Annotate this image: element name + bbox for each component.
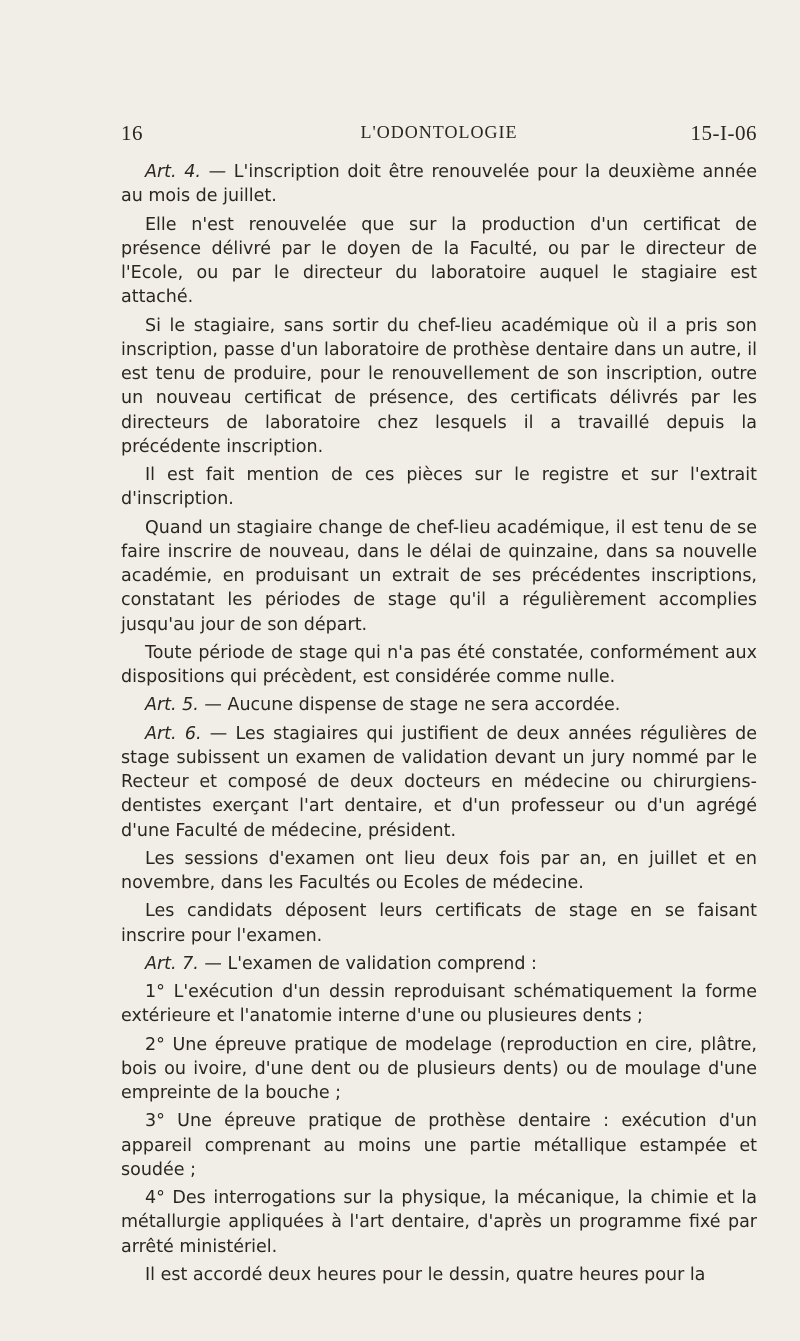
paragraph-text: Toute période de stage qui n'a pas été constatée, conformément aux dispositions qui précèdent, est considérée comme nulle. — [121, 642, 757, 687]
paragraph — [121, 899, 757, 948]
paragraph-text: 1° L'exécution d'un dessin reproduisant schématiquement la forme extérieure et l'anatomie interne d'une ou plusieures dents ; — [121, 982, 757, 1027]
paragraph — [121, 463, 757, 512]
paragraph — [121, 516, 757, 637]
paragraph-text: Si le stagiaire, sans sortir du chef-lieu académique où il a pris son inscription, passe d'un laboratoire de prothèse dentaire dans un autre, il est tenu de produire, pour le renouvellement de son inscription, outre un nouveau certificat de présence, des certificats délivrés par les directeurs de laboratoire chez lesquels il a travaillé depuis la précédente inscription. — [121, 315, 757, 457]
article-number: Art. 4. — [145, 162, 201, 182]
paragraph — [121, 160, 757, 209]
journal-title: L'ODONTOLOGIE — [360, 122, 518, 142]
paragraph-text: — Aucune dispense de stage ne sera accordée. — [198, 695, 621, 716]
paragraph — [121, 847, 757, 896]
article-number: Art. 6. — [145, 723, 202, 744]
paragraph — [121, 1033, 757, 1106]
paragraph — [121, 314, 757, 460]
paragraph — [121, 952, 757, 976]
issue-date: 15-I-06 — [690, 121, 757, 145]
paragraph — [121, 1263, 757, 1287]
paragraph-text: Les sessions d'examen ont lieu deux fois par an, en juillet et en novembre, dans les Facultés ou Ecoles de médecine. — [121, 848, 757, 893]
running-header — [121, 121, 757, 149]
paragraph-text: Elle n'est renouvelée que sur la production d'un certificat de présence délivré par le doyen de la Faculté, ou par le directeur de l'Ecole, ou par le directeur du laboratoire auquel le stagiaire est attaché. — [121, 214, 757, 308]
paragraph-text: Il est accordé deux heures pour le dessin, quatre heures pour la — [145, 1264, 706, 1285]
paragraph — [121, 1109, 757, 1182]
paragraph-text: Les candidats déposent leurs certificats de stage en se faisant inscrire pour l'examen. — [121, 901, 757, 946]
paragraph-text: 2° Une épreuve pratique de modelage (reproduction en cire, plâtre, bois ou ivoire, d'une dent ou de plusieurs dents) ou de moulage d'une empreinte de la bouche ; — [121, 1034, 757, 1103]
paragraph-text: Quand un stagiaire change de chef-lieu académique, il est tenu de se faire inscrire de nouveau, dans le délai de quinzaine, dans sa nouvelle académie, en produisant un extrait de ses précédentes inscriptions, constatant les périodes de stage qu'il a régulièrement accomplies jusqu'au jour de son départ. — [121, 517, 757, 635]
paragraph — [121, 213, 757, 310]
paragraph-text: — L'inscription doit être renouvelée pour la deuxième année au mois de juillet. — [121, 162, 757, 207]
page-number: 16 — [121, 121, 143, 145]
paragraph — [121, 693, 757, 717]
article-number: Art. 7. — [145, 953, 199, 974]
article-body — [121, 160, 757, 1291]
paragraph — [121, 980, 757, 1029]
paragraph-text: Il est fait mention de ces pièces sur le registre et sur l'extrait d'inscription. — [121, 465, 757, 510]
paragraph — [121, 641, 757, 690]
paragraph-text: 3° Une épreuve pratique de prothèse dentaire : exécution d'un appareil comprenant au moins une partie métallique estampée et soudée ; — [121, 1111, 757, 1180]
paragraph — [121, 1186, 757, 1259]
paragraph — [121, 722, 757, 843]
paragraph-text: — Les stagiaires qui justifient de deux années régulières de stage subissent un examen de validation devant un jury nommé par le Recteur et composé de deux docteurs en médecine ou chirurgiens-dentistes exerçant l'art dentaire, et d'un professeur ou d'un agrégé d'une Faculté de médecine, président. — [121, 723, 757, 841]
paragraph-text: 4° Des interrogations sur la physique, la mécanique, la chimie et la métallurgie appliquées à l'art dentaire, d'après un programme fixé par arrêté ministériel. — [121, 1188, 757, 1257]
paragraph-text: — L'examen de validation comprend : — [198, 953, 537, 974]
article-number: Art. 5. — [145, 695, 199, 716]
